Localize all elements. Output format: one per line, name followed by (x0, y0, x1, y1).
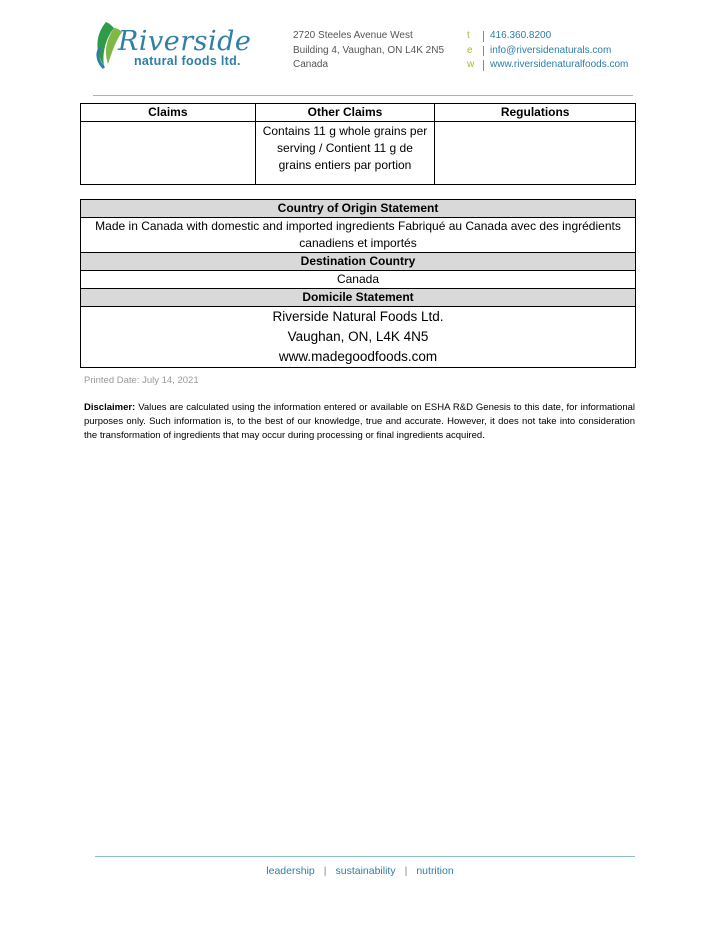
domicile-line: Riverside Natural Foods Ltd. (272, 309, 444, 324)
footer-item-nutrition: nutrition (416, 865, 454, 877)
other-claims-header: Other Claims (255, 104, 435, 122)
table-row (81, 122, 636, 185)
phone-value: 416.360.8200 (490, 30, 552, 41)
contact-block (465, 29, 628, 73)
domicile-statement (81, 307, 636, 368)
logo-subtitle: natural foods ltd. (134, 54, 241, 68)
domicile-line: www.madegoodfoods.com (278, 349, 438, 364)
address-line: Building 4, Vaughan, ON L4K 2N5 (293, 44, 445, 56)
footer-item-leadership: leadership (266, 865, 315, 877)
destination-header: Destination Country (81, 253, 636, 271)
footer (0, 865, 720, 877)
domicile-header: Domicile Statement (81, 289, 636, 307)
contact-email-row (465, 44, 628, 59)
claims-header-row (81, 104, 636, 122)
contact-divider (483, 46, 484, 57)
header-divider (93, 95, 633, 96)
claims-table (80, 103, 636, 185)
footer-separator: | (404, 865, 408, 877)
claims-cell (81, 122, 256, 185)
web-key: w (467, 59, 475, 70)
footer-item-sustainability: sustainability (335, 865, 396, 877)
destination-country: Canada (81, 271, 636, 289)
other-claims-cell: Contains 11 g whole grains per serving / Contient 11 g de grains entiers par portion (255, 122, 435, 185)
email-key: e (467, 44, 473, 56)
company-logo (92, 18, 252, 73)
web-value[interactable]: www.riversidenaturalfoods.com (490, 59, 629, 70)
email-value[interactable]: info@riversidenaturals.com (490, 44, 612, 56)
regulations-header: Regulations (435, 104, 636, 122)
contact-web-row (465, 58, 628, 73)
company-address (293, 29, 444, 73)
logo-wordmark: Riverside (118, 26, 252, 57)
phone-key: t (467, 30, 470, 41)
footer-divider (95, 856, 635, 857)
origin-statement: Made in Canada with domestic and imported ingredients Fabriqué au Canada avec des ingrédients canadiens et importés (81, 218, 636, 253)
printed-date: Printed Date: July 14, 2021 (84, 375, 199, 386)
disclaimer (84, 401, 635, 443)
address-line: Canada (293, 59, 329, 70)
origin-table (80, 199, 636, 368)
address-line: 2720 Steeles Avenue West (293, 30, 413, 41)
disclaimer-label: Disclaimer: (84, 402, 136, 413)
origin-header: Country of Origin Statement (81, 200, 636, 218)
regulations-cell (435, 122, 636, 185)
contact-divider (483, 60, 484, 71)
claims-header: Claims (81, 104, 256, 122)
contact-divider (483, 31, 484, 42)
footer-separator: | (323, 865, 327, 877)
domicile-line: Vaughan, ON, L4K 4N5 (287, 329, 429, 344)
disclaimer-text: Values are calculated using the information entered or available on ESHA R&D Genesis to this date, for informational purposes only. Such information is, to the best of our knowledge, true and accurate. However, it does not take into consideration the transformation of ingredients that may occur during processing or final ingredients acquired. (84, 402, 635, 441)
contact-phone-row (465, 29, 628, 44)
